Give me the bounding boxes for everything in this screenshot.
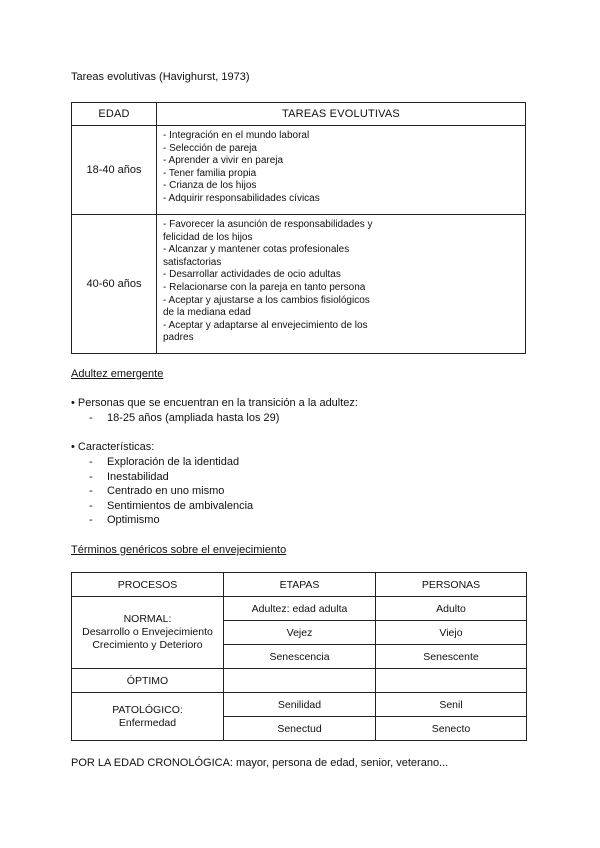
- persona-cell: Senescente: [376, 645, 527, 669]
- header-tareas: TAREAS EVOLUTIVAS: [157, 103, 526, 126]
- list-item: - Inestabilidad: [89, 470, 169, 483]
- patologico-cell: PATOLÓGICO: Enfermedad: [72, 693, 224, 741]
- task-item: - Aceptar y ajustarse a los cambios fisiológicos: [163, 294, 370, 306]
- dash-marker: -: [89, 514, 93, 526]
- tasks-cell: [157, 215, 526, 354]
- age-cell: 18-40 años: [72, 126, 157, 215]
- task-item: - Desarrollar actividades de ocio adultas: [163, 269, 341, 281]
- section-title-adultez: Adultez emergente: [71, 368, 164, 380]
- task-item: - Alcanzar y mantener cotas profesionales: [163, 244, 350, 256]
- task-item: - Aprender a vivir en pareja: [163, 155, 284, 167]
- task-item: - Relacionarse con la pareja en tanto persona: [163, 281, 366, 293]
- task-item: - Crianza de los hijos: [163, 180, 257, 192]
- age-cell: 40-60 años: [72, 215, 157, 354]
- dash-marker: -: [89, 412, 93, 424]
- table-header-row: [72, 103, 526, 126]
- sub-list-caracteristicas: [89, 455, 253, 528]
- etapa-cell: Senilidad: [224, 693, 376, 717]
- list-item: - Centrado en uno mismo: [89, 485, 225, 497]
- task-item: satisfactorias: [163, 256, 222, 268]
- list-item: - Optimismo: [89, 514, 160, 526]
- bullet-caracteristicas: • Características:: [71, 441, 155, 453]
- persona-cell: Senecto: [376, 717, 527, 741]
- header-procesos: PROCESOS: [72, 573, 224, 597]
- footer-text: POR LA EDAD CRONOLÓGICA: mayor, persona de edad, senior, veterano...: [71, 757, 449, 769]
- tareas-evolutivas-table: [71, 102, 526, 354]
- task-item: - Adquirir responsabilidades cívicas: [163, 192, 320, 204]
- tasks-cell: [157, 126, 526, 215]
- task-item: padres: [163, 332, 194, 344]
- dash-marker: -: [89, 485, 93, 497]
- dash-marker: -: [89, 456, 93, 468]
- table-row: [72, 126, 526, 215]
- table-row: [72, 669, 527, 693]
- etapa-cell: Vejez: [224, 621, 376, 645]
- list-item: - Sentimientos de ambivalencia: [89, 499, 254, 512]
- dash-marker: -: [89, 499, 93, 512]
- task-item: - Aceptar y adaptarse al envejecimiento de los: [163, 319, 368, 331]
- header-personas: PERSONAS: [376, 573, 527, 597]
- dash-marker: -: [89, 470, 93, 483]
- task-item: - Favorecer la asunción de responsabilidades y: [163, 219, 373, 230]
- list-item: - Exploración de la identidad: [89, 456, 240, 468]
- persona-cell: Adulto: [376, 597, 527, 621]
- table-row: [72, 597, 527, 621]
- etapa-cell: Adultez: edad adulta: [224, 597, 376, 621]
- terminos-table: [71, 572, 527, 741]
- table-header-row: [72, 573, 527, 597]
- persona-cell: Viejo: [376, 621, 527, 645]
- etapa-cell: Senectud: [224, 717, 376, 741]
- table-row: [72, 215, 526, 354]
- persona-cell: Senil: [376, 693, 527, 717]
- task-item: de la mediana edad: [163, 307, 251, 319]
- sub-list-personas: [89, 411, 279, 426]
- header-etapas: ETAPAS: [224, 573, 376, 597]
- task-item: - Tener familia propia: [163, 167, 257, 179]
- bullet-personas: • Personas que se encuentran en la transición a la adultez:: [71, 397, 358, 409]
- list-item: - 18-25 años (ampliada hasta los 29): [89, 412, 280, 424]
- section-title-terminos: Términos genéricos sobre el envejecimiento: [71, 544, 287, 556]
- task-item: - Selección de pareja: [163, 142, 257, 154]
- etapa-cell: Senescencia: [224, 645, 376, 669]
- normal-cell: NORMAL: Desarrollo o Envejecimiento Crecimiento y Deterioro: [72, 597, 224, 669]
- table-row: [72, 693, 527, 717]
- task-item: - Integración en el mundo laboral: [163, 130, 310, 141]
- optimo-cell: ÓPTIMO: [72, 669, 224, 693]
- page-title: Tareas evolutivas (Havighurst, 1973): [71, 71, 250, 83]
- persona-cell: [376, 669, 527, 693]
- task-item: felicidad de los hijos: [163, 231, 253, 243]
- header-edad: EDAD: [72, 103, 157, 126]
- etapa-cell: [224, 669, 376, 693]
